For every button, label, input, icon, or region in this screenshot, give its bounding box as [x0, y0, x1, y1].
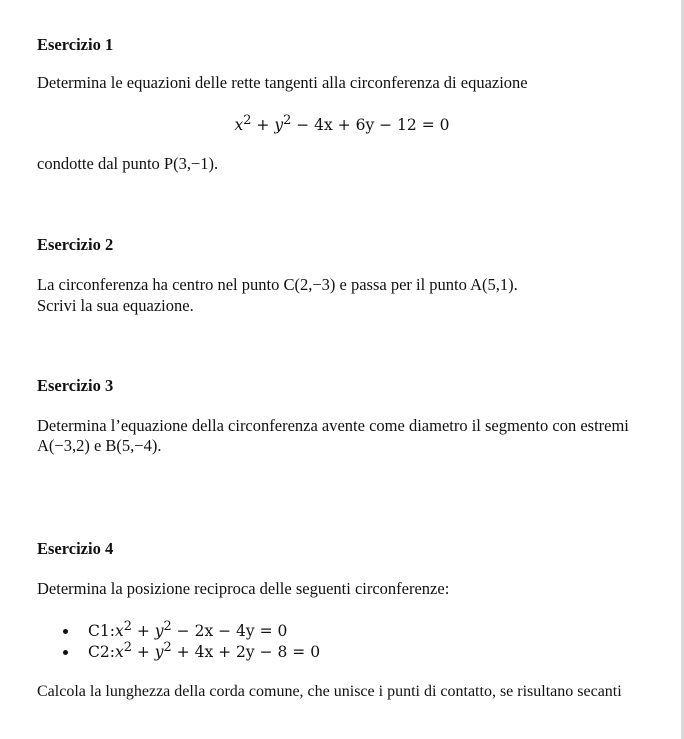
bullet-1	[63, 629, 68, 634]
exercise-1-intro: Determina le equazioni delle rette tangenti alla circonferenza di equazione	[37, 73, 528, 92]
c1-y-exp: 2	[163, 619, 172, 634]
eq-plus: +	[251, 116, 275, 135]
exercise-4-title: Esercizio 4	[37, 539, 114, 558]
circle-1-label: C1:	[88, 622, 115, 641]
circle-2-label: C2:	[88, 643, 115, 662]
exercise-2-line2: Scrivi la sua equazione.	[37, 296, 194, 315]
eq-y-exp: 2	[283, 113, 292, 128]
exercise-2-line1: La circonferenza ha centro nel punto C(2,−3) e passa per il punto A(5,1).	[37, 275, 518, 294]
eq-rest: − 4x + 6y − 12 = 0	[291, 116, 450, 135]
bullet-2	[63, 650, 68, 655]
c2-y-exp: 2	[163, 640, 172, 655]
c2-x-exp: 2	[123, 640, 132, 655]
exercise-4-outro: Calcola la lunghezza della corda comune, che unisce i punti di contatto, se risultano secanti	[37, 683, 622, 700]
exercise-3-title: Esercizio 3	[37, 376, 114, 395]
c1-x-exp: 2	[123, 619, 132, 634]
c2-y: y	[154, 643, 164, 662]
exercise-1-equation	[0, 113, 684, 134]
c2-plus: +	[131, 643, 155, 662]
c1-rest: − 2x − 4y = 0	[171, 622, 288, 641]
exercise-1-outro: condotte dal punto P(3,−1).	[37, 154, 219, 173]
eq-x: x	[234, 116, 244, 135]
exercise-4-intro: Determina la posizione reciproca delle seguenti circonferenze:	[37, 579, 450, 598]
c1-x: x	[114, 622, 124, 641]
c2-rest: + 4x + 2y − 8 = 0	[171, 643, 321, 662]
exercise-1-title: Esercizio 1	[37, 35, 114, 54]
circle-2-equation	[88, 640, 320, 661]
eq-x-exp: 2	[243, 113, 252, 128]
exercise-3-line2: A(−3,2) e B(5,−4).	[37, 436, 162, 455]
c2-x: x	[114, 643, 124, 662]
exercise-3-line1: Determina l’equazione della circonferenza avente come diametro il segmento con estremi	[37, 416, 629, 435]
c1-y: y	[154, 622, 164, 641]
c1-plus: +	[131, 622, 155, 641]
circle-1-equation	[88, 619, 287, 640]
exercise-2-title: Esercizio 2	[37, 235, 114, 254]
eq-y: y	[274, 116, 284, 135]
